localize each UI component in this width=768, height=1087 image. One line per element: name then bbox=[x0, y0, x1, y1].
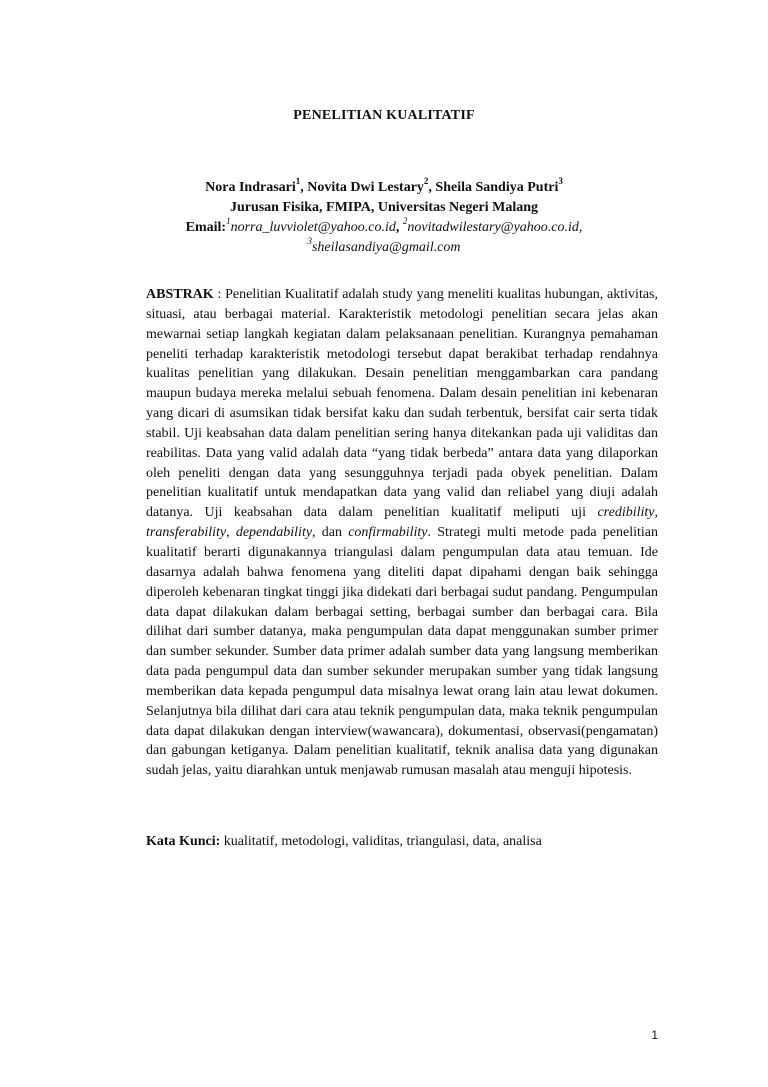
author-1: Nora Indrasari bbox=[205, 180, 296, 195]
term-confirmability: confirmability bbox=[348, 525, 428, 541]
author-3: Sheila Sandiya Putri bbox=[435, 180, 559, 195]
email-label: Email: bbox=[185, 220, 227, 235]
abstract-sep: , dan bbox=[312, 525, 349, 541]
keywords-label: Kata Kunci: bbox=[146, 834, 221, 849]
email-2-sup: 2 bbox=[402, 216, 408, 227]
email-1: norra_luvviolet@yahoo.co.id bbox=[230, 220, 396, 235]
author-block bbox=[0, 178, 768, 258]
abstract-sep: , bbox=[654, 505, 658, 521]
email-line-2 bbox=[0, 238, 768, 258]
email-3-sup: 3 bbox=[307, 236, 312, 247]
keywords bbox=[146, 832, 658, 852]
author-3-sup: 3 bbox=[558, 176, 563, 187]
author-1-sup: 1 bbox=[295, 176, 301, 187]
term-dependability: dependability bbox=[235, 525, 313, 541]
abstract-text-1: : Penelitian Kualitatif adalah study yang meneliti kualitas hubungan, aktivitas, situasi, atau berbagai material. Karakteristik metodologi penelitian secara jelas akan mewarnai setiap langkah kegiatan dalam pelaksanaan penelitian. Kurangnya pemahaman peneliti terhadap karakteristik metodologi tersebut dapat berakibat terhadap rendahnya kualitas penelitian yang dilakukan. Desain penelitian menggambarkan cara pandang maupun budaya mereka melalui sebuah fenomena. Dalam desain penelitian ini kebenaran yang dicari di asumsikan tidak bersifat kaku dan sudah terbentuk, bersifat cair serta tidak stabil. Uji keabsahan data dalam penelitian sering hanya ditekankan pada uji validitas dan reabilitas. Data yang valid adalah data “yang tidak berbeda” antara data yang dilaporkan oleh peneliti dengan data yang sesungguhnya terjadi pada obyek penelitian. Dalam penelitian kualitatif untuk mendapatkan data yang valid dan reliabel yang diuji adalah datanya. Uji keabsahan data dalam penelitian kualitatif meliputi uji bbox=[146, 287, 658, 521]
email-line bbox=[0, 218, 768, 238]
page-number: 1 bbox=[651, 1028, 658, 1042]
email-sep: , bbox=[395, 220, 403, 235]
abstract-label: ABSTRAK bbox=[146, 287, 214, 302]
abstract bbox=[146, 285, 658, 781]
author-2-sup: 2 bbox=[423, 176, 429, 187]
affiliation: Jurusan Fisika, FMIPA, Universitas Negeri Malang bbox=[229, 200, 539, 215]
abstract-sep: , bbox=[226, 525, 236, 541]
keywords-text: kualitatif, metodologi, validitas, triangulasi, data, analisa bbox=[220, 834, 542, 849]
author-sep: , bbox=[428, 180, 436, 195]
email-2: novitadwilestary@yahoo.co.id, bbox=[407, 220, 583, 235]
term-transferability: transferability bbox=[146, 525, 227, 541]
author-sep: , bbox=[300, 180, 308, 195]
paper-title: PENELITIAN KUALITATIF bbox=[293, 108, 475, 123]
email-3: sheilasandiya@gmail.com bbox=[311, 240, 461, 255]
abstract-text-2: . Strategi multi metode pada penelitian kualitatif berarti digunakannya triangulasi dalam pengumpulan data atau temuan. Ide dasarnya adalah bahwa fenomena yang diteliti dapat dipahami dengan baik sehingga diperoleh kebenaran tingkat tinggi jika didekati dari berbagai sudut pandang. Pengumpulan data dapat dilakukan dalam berbagai setting, berbagai sumber dan berbagai cara. Bila dilihat dari sumber datanya, maka pengumpulan data dapat menggunakan sumber primer dan sumber sekunder. Sumber data primer adalah sumber data yang langsung memberikan data pada pengumpul data dan sumber sekunder merupakan sumber yang tidak langsung memberikan data kepada pengumpul data misalnya lewat orang lain atau lewat dokumen. Selanjutnya bila dilihat dari cara atau teknik pengumpulan data, maka teknik pengumpulan data dapat dilakukan dengan interview(wawancara), dokumentasi, observasi(pengamatan) dan gabungan ketiganya. Dalam penelitian kualitatif, teknik analisa data yang digunakan sudah jelas, yaitu diarahkan untuk menjawab rumusan masalah atau menguji hipotesis. bbox=[146, 525, 658, 779]
email-1-sup: 1 bbox=[226, 216, 231, 227]
author-2: Novita Dwi Lestary bbox=[307, 180, 424, 195]
author-names bbox=[0, 178, 768, 198]
term-credibility: credibility bbox=[597, 505, 655, 521]
